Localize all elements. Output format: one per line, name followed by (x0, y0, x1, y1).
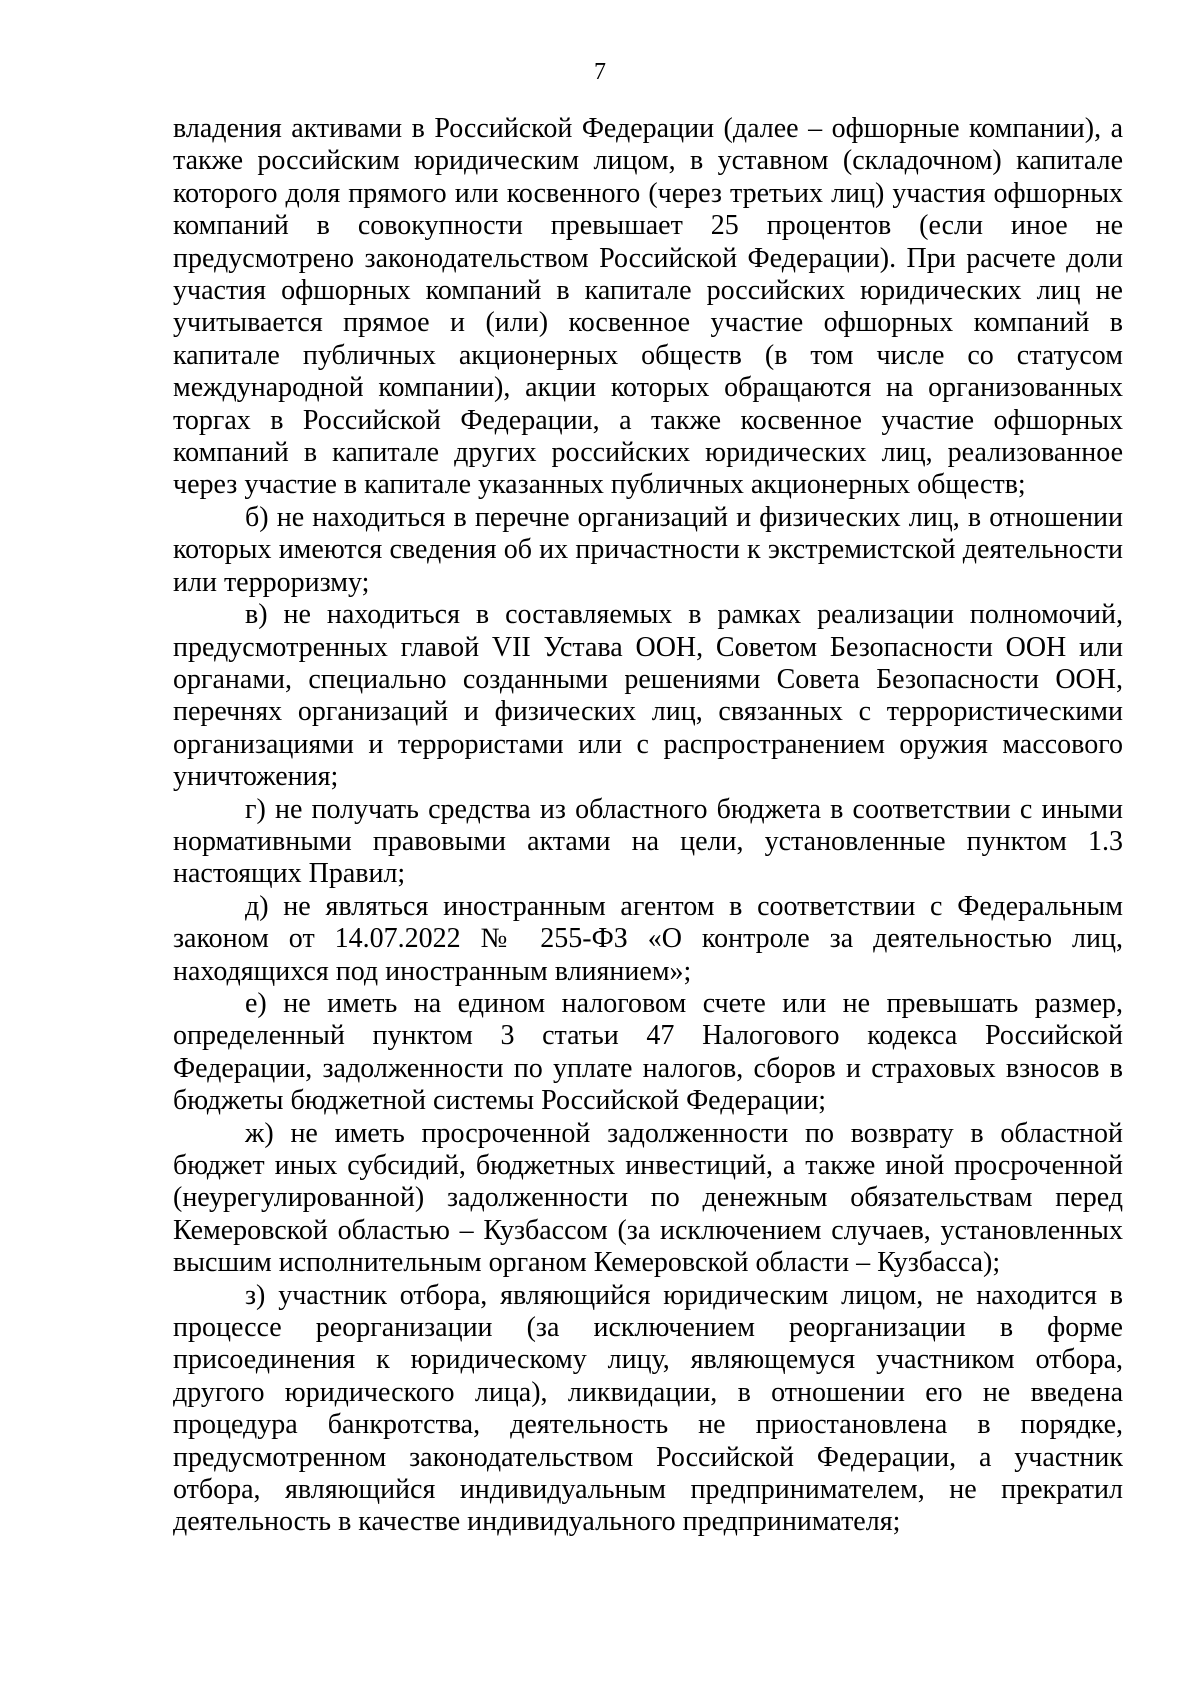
document-body (173, 113, 1123, 1539)
paragraph-continuation-offshore: владения активами в Российской Федерации (далее – офшорные компании), а также российским юридическим лицом, в уставном (складочном) капитале которого доля прямого или косвенного (через третьих лиц) участия офшорных компаний в совокупности превышает 25 процентов (если иное не предусмотрено законодательством Российской Федерации). При расчете доли участия офшорных компаний в капитале российских юридических лиц не учитывается прямое и (или) косвенное участие офшорных компаний в капитале публичных акционерных обществ (в том числе со статусом международной компании), акции которых обращаются на организованных торгах в Российской Федерации, а также косвенное участие офшорных компаний в капитале других российских юридических лиц, реализованное через участие в капитале указанных публичных акционерных обществ; (173, 113, 1123, 501)
paragraph-item-z: з) участник отбора, являющийся юридическим лицом, не находится в процессе реорганизации (за исключением реорганизации в форме присоединения к юридическому лицу, являющемуся участником отбора, другого юридического лица), ликвидации, в отношении его не введена процедура банкротства, деятельность не приостановлена в порядке, предусмотренном законодательством Российской Федерации, а участник отбора, являющийся индивидуальным предпринимателем, не прекратил деятельность в качестве индивидуального предпринимателя; (173, 1279, 1123, 1538)
paragraph-item-d: д) не являться иностранным агентом в соответствии с Федеральным законом от 14.07.2022 № 255-ФЗ «О контроле за деятельностью лиц, находящихся под иностранным влиянием»; (173, 890, 1123, 987)
paragraph-item-v: в) не находиться в составляемых в рамках реализации полномочий, предусмотренных главой VII Устава ООН, Советом Безопасности ООН или органами, специально созданными решениями Совета Безопасности ООН, перечнях организаций и физических лиц, связанных с террористическими организациями и террористами или с распространением оружия массового уничтожения; (173, 599, 1123, 793)
paragraph-item-g: г) не получать средства из областного бюджета в соответствии с иными нормативными правовыми актами на цели, установленные пунктом 1.3 настоящих Правил; (173, 793, 1123, 890)
paragraph-item-zh: ж) не иметь просроченной задолженности по возврату в областной бюджет иных субсидий, бюджетных инвестиций, а также иной просроченной (неурегулированной) задолженности по денежным обязательствам перед Кемеровской областью – Кузбассом (за исключением случаев, установленных высшим исполнительным органом Кемеровской области – Кузбасса); (173, 1117, 1123, 1279)
paragraph-item-e: е) не иметь на едином налоговом счете или не превышать размер, определенный пунктом 3 статьи 47 Налогового кодекса Российской Федерации, задолженности по уплате налогов, сборов и страховых взносов в бюджеты бюджетной системы Российской Федерации; (173, 987, 1123, 1117)
page-number: 7 (594, 59, 606, 85)
paragraph-item-b: б) не находиться в перечне организаций и физических лиц, в отношении которых имеются сведения об их причастности к экстремистской деятельности или терроризму; (173, 501, 1123, 598)
